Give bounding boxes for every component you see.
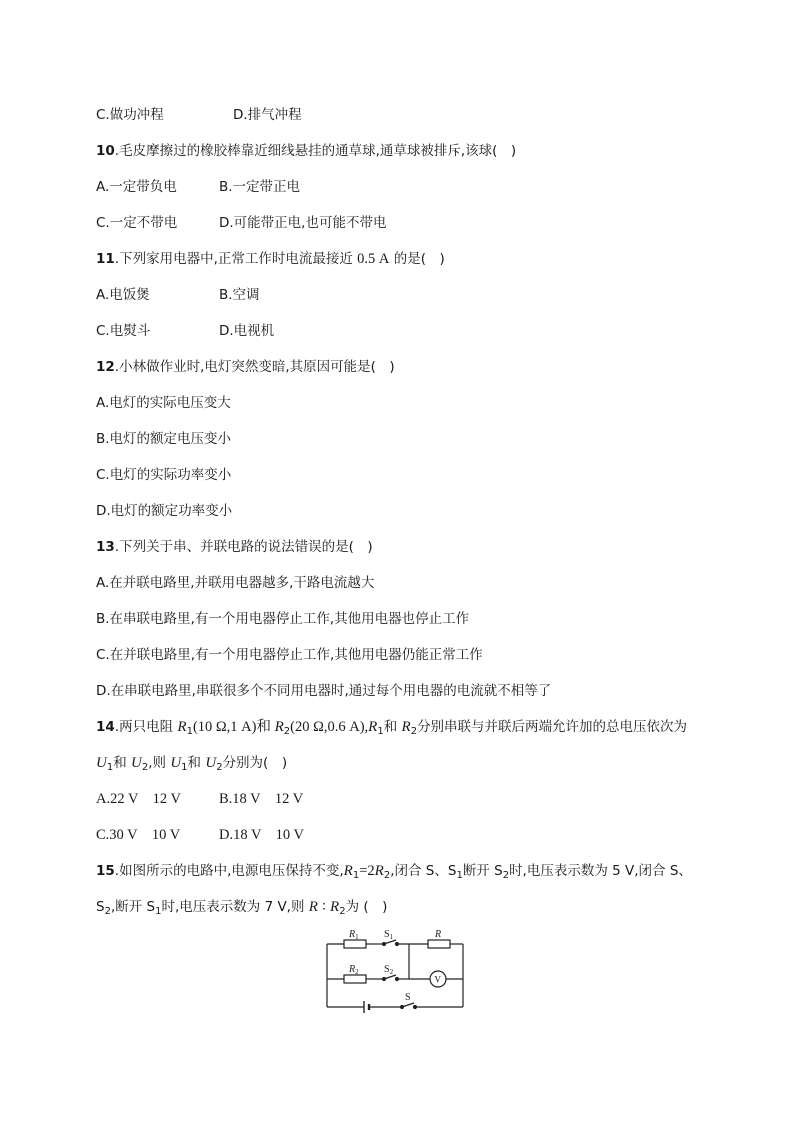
q12-text: .小林做作业时,电灯突然变暗,其原因可能是( ) — [114, 359, 395, 375]
q9-option-c: C.做功冲程 — [96, 107, 164, 123]
q15-s2-sub: 2 — [502, 870, 510, 881]
resistor-r1 — [344, 940, 366, 948]
q15-text-open: 断开 S — [462, 863, 503, 879]
q14-option-a: A.22 V 12 V — [96, 791, 182, 807]
q14-r2-sub: 2 — [283, 726, 291, 737]
q14-u1-symbol: U — [96, 755, 107, 771]
q15-r1-symbol: R — [343, 863, 353, 879]
q14-r1-symbol-b: R — [368, 719, 378, 735]
resistor-r2 — [344, 975, 366, 983]
q14-r1-sub-b: 1 — [377, 726, 384, 737]
q10-option-c: C.一定不带电 — [96, 215, 178, 231]
q11-value: 0.5 A — [357, 251, 390, 267]
q13-option-a: A.在并联电路里,并联用电器越多,干路电流越大 — [96, 575, 375, 591]
q13-number: 13 — [96, 539, 115, 555]
q14-r2-symbol: R — [274, 719, 284, 735]
q14-stem-line-1 — [96, 718, 687, 741]
q13-option-d: D.在串联电路里,串联很多个不同用电器时,通过每个用电器的电流就不相等了 — [96, 683, 552, 699]
q14-r2-sub-b: 2 — [410, 726, 418, 737]
circuit-diagram — [320, 924, 470, 1014]
r-label: R — [435, 929, 442, 940]
q11-option-b: B.空调 — [219, 287, 260, 303]
q15-text-reading-2: 时,电压表示数为 7 V,则 — [161, 899, 309, 915]
q12-option-c: C.电灯的实际功率变小 — [96, 467, 232, 483]
q13-option-b: B.在串联电路里,有一个用电器停止工作,其他用电器也停止工作 — [96, 611, 470, 627]
q14-r2-symbol-b: R — [401, 719, 411, 735]
q14-u2-sub-b: 2 — [216, 762, 223, 773]
q14-text-and-2: 和 — [113, 755, 132, 771]
r1-label: $R_1$ — [349, 929, 359, 941]
q11-option-c: C.电熨斗 — [96, 323, 151, 339]
q15-stem-line-2 — [96, 898, 387, 921]
q15-r2-symbol-b: R — [330, 899, 340, 915]
q11-stem — [96, 250, 445, 268]
q14-option-c: C.30 V 10 V — [96, 827, 181, 843]
q14-r1-sub: 1 — [186, 726, 193, 737]
q15-s1-sub-b: 1 — [155, 906, 162, 917]
q10-number: 10 — [96, 143, 115, 159]
q14-u2-symbol-b: U — [205, 755, 217, 771]
q14-u2-symbol: U — [131, 755, 142, 771]
s2-label: $S_2$ — [384, 964, 394, 976]
resistor-r — [428, 940, 450, 948]
switch-s-blade — [402, 1003, 414, 1007]
q14-u1-symbol-b: U — [170, 755, 182, 771]
q11-text-1: .下列家用电器中,正常工作时电流最接近 — [114, 251, 358, 267]
q10-stem — [96, 142, 516, 160]
q9-option-d: D.排气冲程 — [233, 107, 302, 123]
q15-r2-symbol: R — [374, 863, 384, 879]
q13-text: .下列关于串、并联电路的说法错误的是( ) — [114, 539, 373, 555]
q14-r1-symbol: R — [177, 719, 187, 735]
q11-text-2: 的是( ) — [389, 251, 445, 267]
voltmeter-label: V — [434, 974, 441, 985]
q14-text-and: 和 — [383, 719, 402, 735]
q15-r2-sub-c: 2 — [339, 906, 346, 917]
q12-option-a: A.电灯的实际电压变大 — [96, 395, 231, 411]
q14-text-end: 分别为( ) — [222, 755, 288, 771]
q14-text-rest: 分别串联与并联后两端允许加的总电压依次为 — [417, 719, 688, 735]
q14-stem-line-2 — [96, 754, 287, 777]
q12-stem — [96, 358, 395, 376]
q15-eq: =2 — [359, 863, 375, 879]
q15-s2-sub-b: 2 — [104, 906, 111, 917]
q11-option-a: A.电饭煲 — [96, 287, 150, 303]
q14-text-then: ,则 — [148, 755, 171, 771]
q14-option-d: D.18 V 10 V — [219, 827, 305, 843]
q15-stem-line-1 — [96, 862, 692, 885]
q14-u2-sub: 2 — [141, 762, 149, 773]
q10-option-b: B.一定带正电 — [219, 179, 301, 195]
q15-number: 15 — [96, 863, 115, 879]
q15-text-close: ,闭合 S、S — [390, 863, 457, 879]
q14-number: 14 — [96, 719, 115, 735]
q15-text-end: 为 ( ) — [345, 899, 388, 915]
q10-option-a: A.一定带负电 — [96, 179, 177, 195]
q15-text-reading: 时,电压表示数为 5 V,闭合 S、 — [509, 863, 692, 879]
q15-s-text: S — [96, 899, 105, 915]
q15-ratio-colon: ∶ — [317, 899, 331, 915]
q14-text: .两只电阻 — [114, 719, 178, 735]
q14-r2-spec: (20 Ω,0.6 A), — [290, 719, 369, 735]
s-label: S — [405, 992, 411, 1003]
q11-option-d: D.电视机 — [219, 323, 275, 339]
r2-label: $R_2$ — [349, 964, 359, 976]
q10-option-d: D.可能带正电,也可能不带电 — [219, 215, 387, 231]
q14-u1-sub: 1 — [106, 762, 114, 773]
q14-u1-sub-b: 1 — [181, 762, 188, 773]
q15-s1-sub: 1 — [456, 870, 463, 881]
q12-option-d: D.电灯的额定功率变小 — [96, 503, 233, 519]
q14-option-b: B.18 V 12 V — [219, 791, 304, 807]
q12-number: 12 — [96, 359, 115, 375]
q15-r1-sub: 1 — [352, 870, 360, 881]
q14-r1-spec: (10 Ω,1 A)和 — [192, 719, 275, 735]
q15-text-open-2: ,断开 S — [110, 899, 156, 915]
s1-label: $S_1$ — [384, 929, 394, 941]
q13-stem — [96, 538, 373, 556]
q14-text-and-3: 和 — [187, 755, 206, 771]
q10-text: .毛皮摩擦过的橡胶棒靠近细线悬挂的通草球,通草球被排斥,该球( ) — [114, 143, 517, 159]
q13-option-c: C.在并联电路里,有一个用电器停止工作,其他用电器仍能正常工作 — [96, 647, 483, 663]
q11-number: 11 — [96, 251, 115, 267]
q15-r-symbol: R — [308, 899, 318, 915]
q12-option-b: B.电灯的额定电压变小 — [96, 431, 232, 447]
q15-text: .如图所示的电路中,电源电压保持不变, — [114, 863, 344, 879]
q15-r2-sub: 2 — [383, 870, 391, 881]
